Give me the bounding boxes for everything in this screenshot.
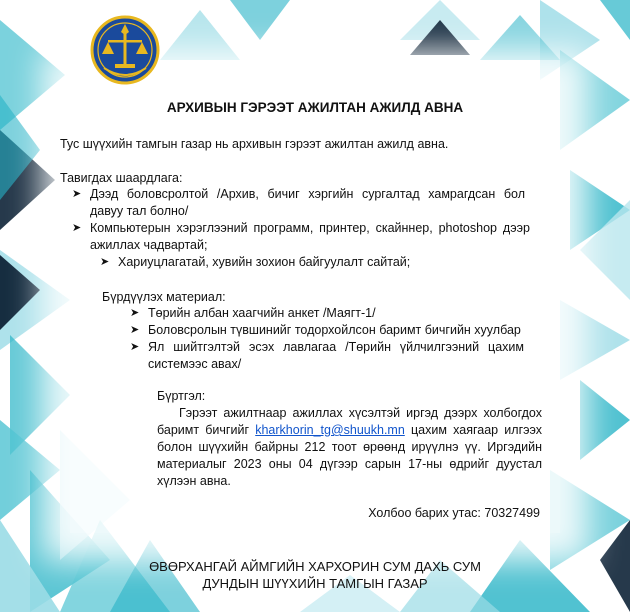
footer-line-2: ДУНДЫН ШҮҮХИЙН ТАМГЫН ГАЗАР [202,576,428,591]
page-title: АРХИВЫН ГЭРЭЭТ АЖИЛТАН АЖИЛД АВНА [166,100,464,115]
bullet-arrow-icon: ➤ [130,324,140,336]
requirement-item: Дээд боловсролтой /Архив, бичиг хэргийн сургалтад хамрагдсан бол давуу тал болно/ [90,187,525,218]
bullet-arrow-icon: ➤ [100,256,110,268]
material-item: Ял шийтгэлтэй эсэх лавлагаа /Төрийн үйлчилгээний цахим системээс авах/ [148,340,524,371]
footer-line-1: ӨВӨРХАНГАЙ АЙМГИЙН ХАРХОРИН СУМ ДАХЬ СУМ [149,559,481,574]
requirement-item: Компьютерын хэрэглээний программ, принтер, скайннер, photoshop дээр ажиллах чадвартай; [90,221,530,252]
material-item: Боловсролын түвшинийг тодорхойлсон баримт бичгийн хуулбар [148,323,521,337]
bullet-arrow-icon: ➤ [130,307,140,319]
footer-organization [110,558,520,592]
bullet-arrow-icon: ➤ [72,188,82,200]
registration-text [157,405,542,490]
requirement-item: Хариуцлагатай, хувийн зохион байгуулалт сайтай; [118,255,411,269]
requirements-heading: Тавигдах шаардлага: [60,171,183,185]
registration-heading: Бүртгэл: [157,389,206,403]
materials-heading: Бүрдүүлэх материал: [102,290,226,304]
material-item: Төрийн албан хаагчийн анкет /Маягт-1/ [148,306,376,320]
registration-text-before: Гэрээт ажилтнаар ажиллах хүсэлтэй иргэд дээрх холбогдох баримт бичгийг [157,406,542,437]
email-link[interactable]: kharkhorin_tg@shuukh.mn [255,423,405,437]
contact-phone: Холбоо барих утас: 70327499 [368,506,540,520]
intro-text: Тус шүүхийн тамгын газар нь архивын гэрээт ажилтан ажилд авна. [60,137,449,151]
bullet-arrow-icon: ➤ [130,341,140,353]
bullet-arrow-icon: ➤ [72,222,82,234]
registration-text-after: цахим хаягаар илгээх болон шүүхийн байрны 212 тоот өрөөнд ирүүлнэ үү. Иргэдийн материалыг 2023 оны 04 дүгээр сарын 17-ны өдрийг дуустал хүлээн авна. [157,423,543,488]
emblem-icon [90,12,160,88]
